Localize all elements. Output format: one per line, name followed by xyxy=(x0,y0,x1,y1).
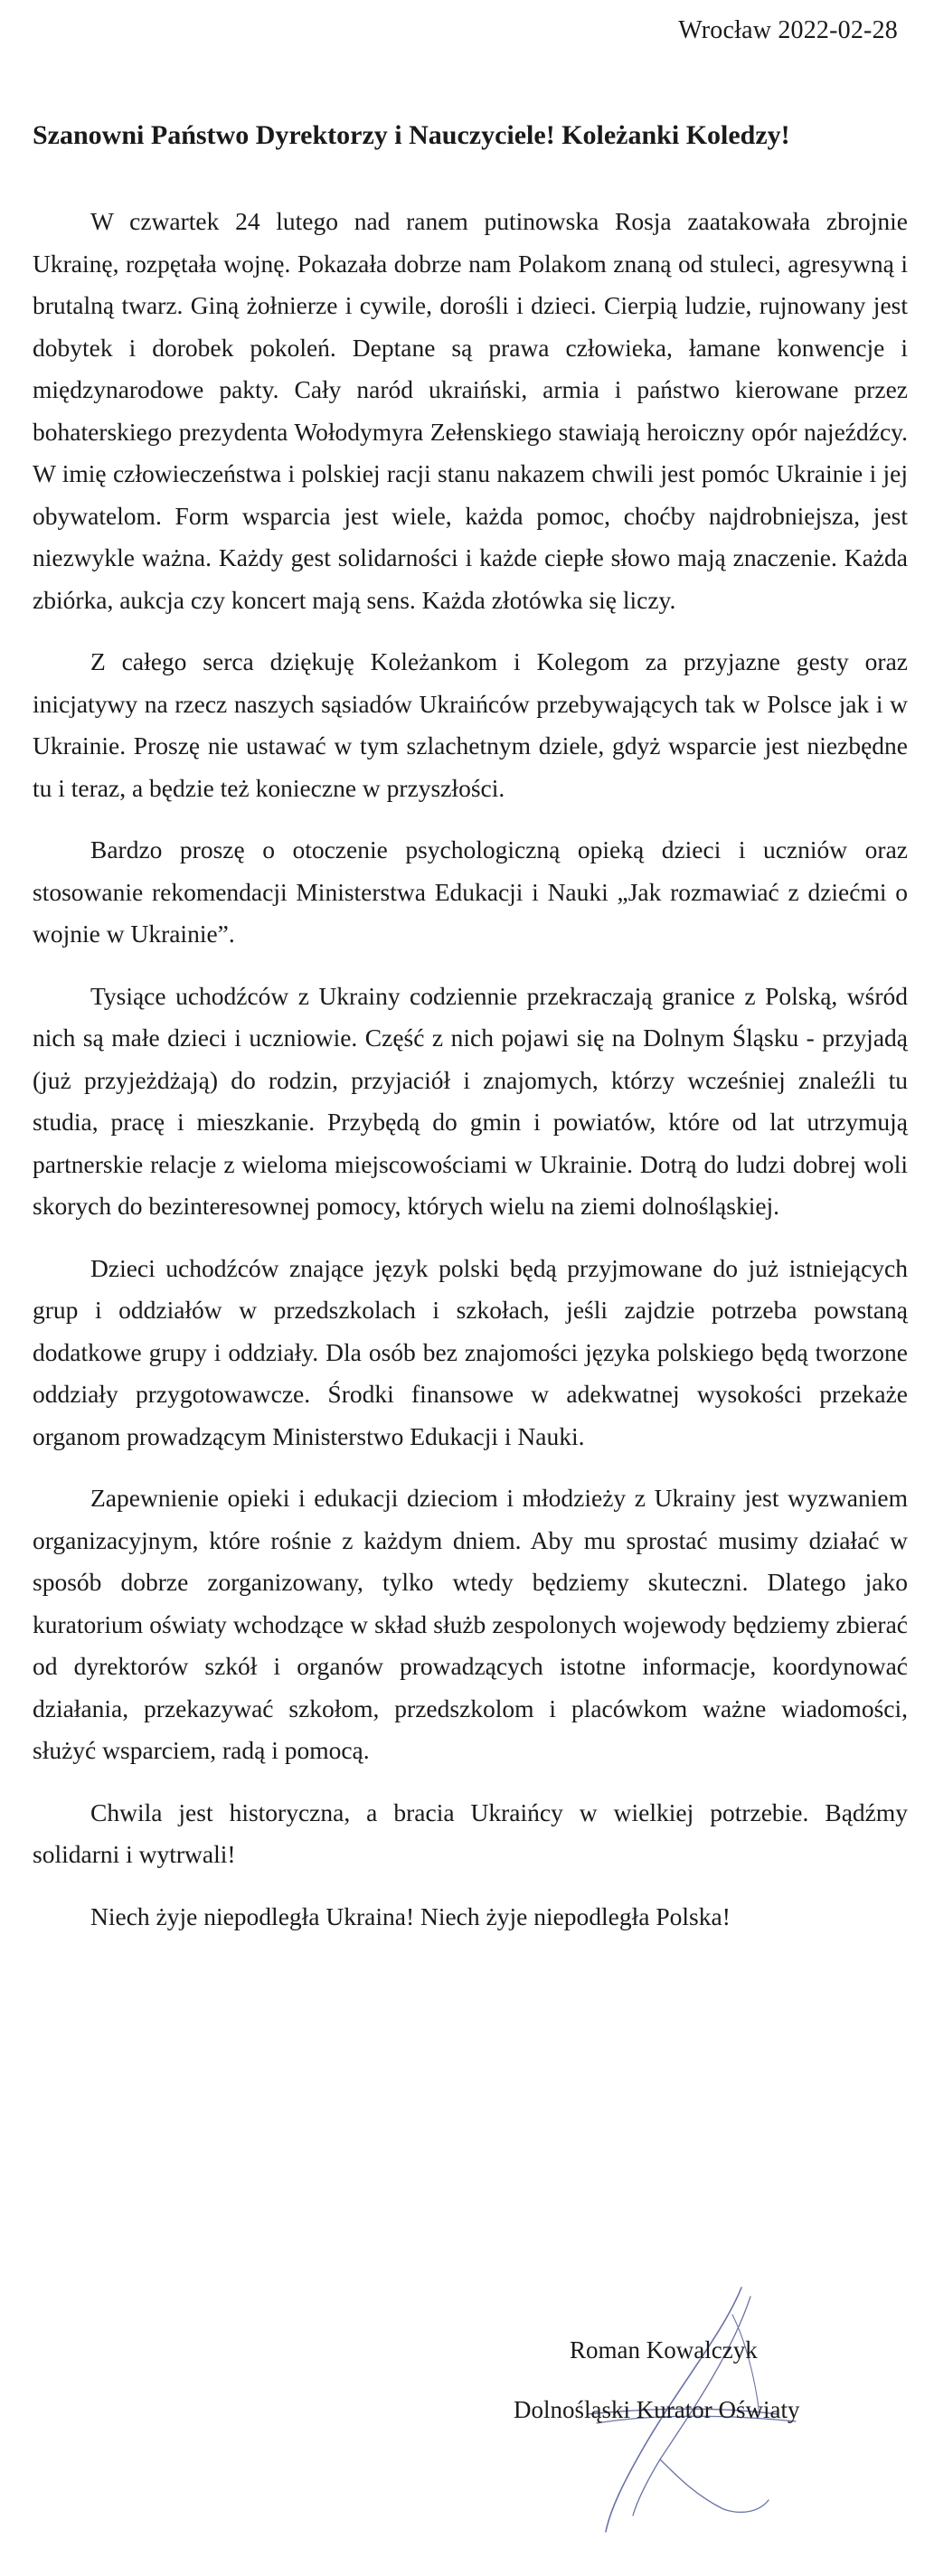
paragraph: Tysiące uchodźców z Ukrainy codziennie przekraczają granice z Polską, wśród nich są małe dzieci i uczniowie. Część z nich pojawi się na Dolnym Śląsku - przyjadą (już przyjeżdżają) do rodzin, przyjaciół i znajomych, którzy wcześniej znaleźli tu studia, pracę i mieszkanie. Przybędą do gmin i powiatów, które od lat utrzymują partnerskie relacje z wieloma miejscowościami w Ukrainie. Dotrą do ludzi dobrej woli skorych do bezinteresownej pomocy, których wielu na ziemi dolnośląskiej. xyxy=(33,981,908,1220)
closing-line: Niech żyje niepodległa Ukraina! Niech żyje niepodległa Polska! xyxy=(90,1901,731,1930)
paragraph: Chwila jest historyczna, a bracia Ukraińcy w wielkiej potrzebie. Bądźmy solidarni i wytrwali! xyxy=(33,1798,908,1868)
signatory-name: Roman Kowalczyk xyxy=(570,2336,758,2364)
paragraph: Bardzo proszę o otoczenie psychologiczną opieką dzieci i uczniów oraz stosowanie rekomendacji Ministerstwa Edukacji i Nauki „Jak rozmawiać z dziećmi o wojnie w Ukrainie”. xyxy=(33,835,908,948)
letter-body xyxy=(33,201,908,1958)
paragraph: Dzieci uchodźców znające język polski będą przyjmowane do już istniejących grup i oddziałów w przedszkolach i szkołach, jeśli zajdzie potrzeba powstaną dodatkowe grupy i oddziały. Dla osób bez znajomości języka polskiego będą tworzone oddziały przygotowawcze. Środki finansowe w adekwatnej wysokości przekaże organom prowadzącym Ministerstwo Edukacji i Nauki. xyxy=(33,1253,908,1450)
paragraph: W czwartek 24 lutego nad ranem putinowska Rosja zaatakowała zbrojnie Ukrainę, rozpętała wojnę. Pokazała dobrze nam Polakom znaną od stuleci, agresywną i brutalną twarz. Giną żołnierze i cywile, dorośli i dzieci. Cierpią ludzie, rujnowany jest dobytek i dorobek pokoleń. Deptane są prawa człowieka, łamane konwencje i międzynarodowe pakty. Cały naród ukraiński, armia i państwo kierowane przez bohaterskiego prezydenta Wołodymyra Zełenskiego stawiają heroiczny opór najeźdźcy. W imię człowieczeństwa i polskiej racji stanu nakazem chwili jest pomóc Ukrainie i jej obywatelom. Form wsparcia jest wiele, każda pomoc, choćby najdrobniejsza, jest niezwykle ważna. Każdy gest solidarności i każde ciepłe słowo mają znaczenie. Każda zbiórka, aukcja czy koncert mają sens. Każda złotówka się liczy. xyxy=(33,207,908,614)
paragraph: Z całego serca dziękuję Koleżankom i Kolegom za przyjazne gesty oraz inicjatywy na rzecz naszych sąsiadów Ukraińców przebywających tak w Polsce jak i w Ukrainie. Proszę nie ustawać w tym szlachetnym dziele, gdyż wsparcie jest niezbędne tu i teraz, a będzie też konieczne w przyszłości. xyxy=(33,647,908,802)
place-date: Wrocław 2022-02-28 xyxy=(678,16,898,44)
signatory-title: Dolnośląski Kurator Oświaty xyxy=(514,2396,800,2423)
salutation-heading: Szanowni Państwo Dyrektorzy i Nauczyciele! Koleżanki Koledzy! xyxy=(33,120,790,150)
signature-block xyxy=(0,2333,934,2568)
paragraph: Zapewnienie opieki i edukacji dzieciom i młodzieży z Ukrainy jest wyzwaniem organizacyjnym, które rośnie z każdym dniem. Aby mu sprostać musimy działać w sposób dobrze zorganizowany, tylko wtedy będziemy skuteczni. Dlatego jako kuratorium oświaty wchodzące w skład służb zespolonych wojewody będziemy zbierać od dyrektorów szkół i organów prowadzących istotne informacje, koordynować działania, przekazywać szkołom, przedszkolom i placówkom ważne wiadomości, służyć wsparciem, radą i pomocą. xyxy=(33,1484,908,1764)
